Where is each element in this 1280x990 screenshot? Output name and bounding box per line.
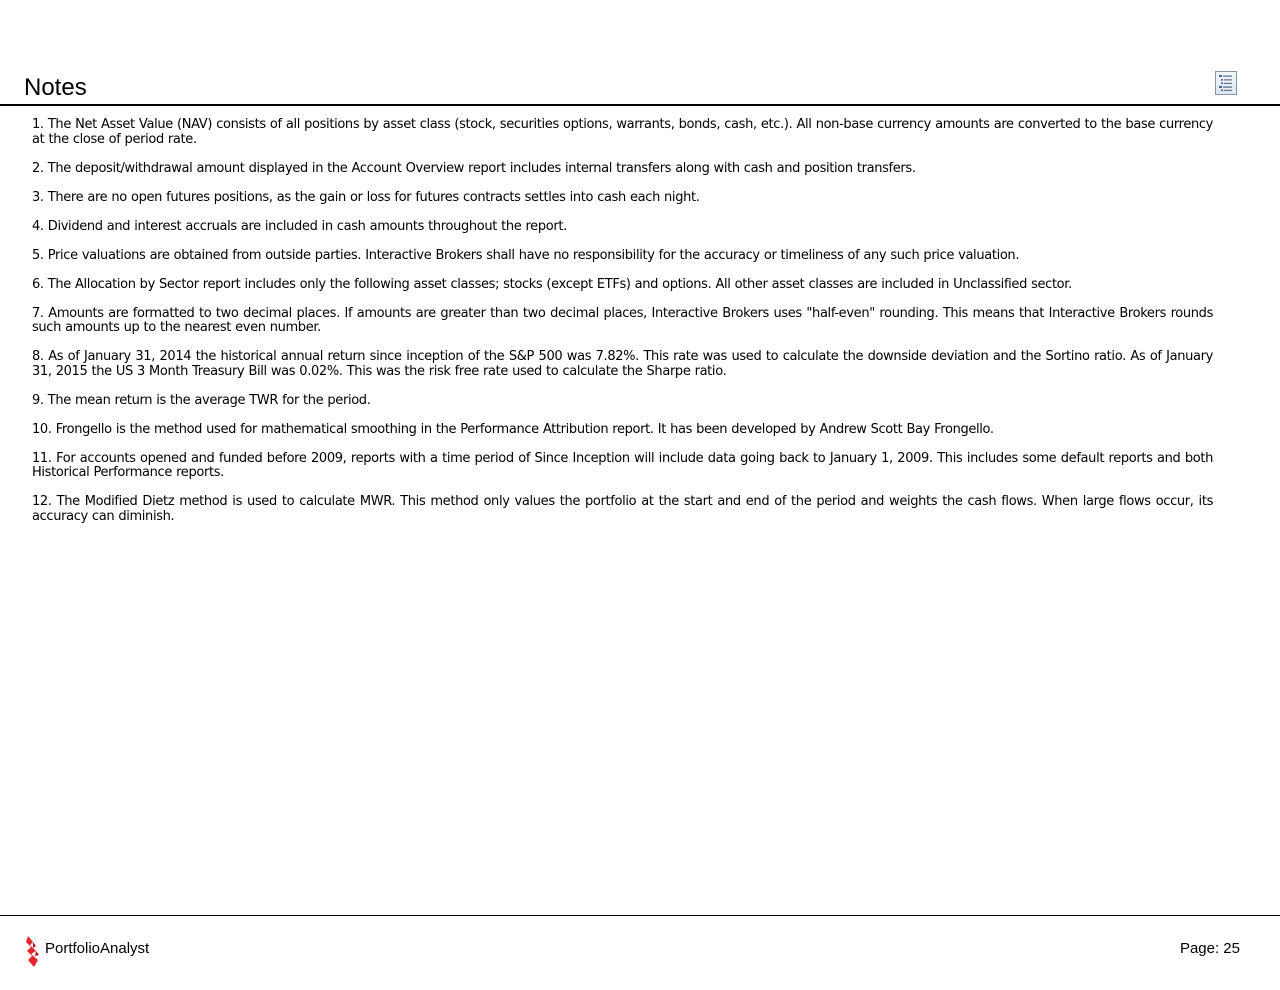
note-item: 3. There are no open futures positions, as the gain or loss for futures contracts settles into cash each night. xyxy=(32,189,700,205)
note-item: 7. Amounts are formatted to two decimal places. If amounts are greater than two decimal places, Interactive Brokers uses "half-even" rounding. This means that Interactive Brokers rounds such amounts up to the nearest even number. xyxy=(32,305,1213,335)
note-item: 4. Dividend and interest accruals are included in cash amounts throughout the report. xyxy=(32,218,567,234)
notes-list xyxy=(32,118,1213,539)
note-item: 9. The mean return is the average TWR for the period. xyxy=(32,392,371,408)
page-number: Page: 25 xyxy=(1179,940,1240,957)
note-item: 2. The deposit/withdrawal amount displayed in the Account Overview report includes internal transfers along with cash and position transfers. xyxy=(32,160,916,176)
note-item: 5. Price valuations are obtained from outside parties. Interactive Brokers shall have no responsibility for the accuracy or timeliness of any such price valuation. xyxy=(32,247,1020,263)
brand-name: PortfolioAnalyst xyxy=(45,940,150,957)
note-item: 11. For accounts opened and funded before 2009, reports with a time period of Since Inception will include data going back to January 1, 2009. This includes some default reports and both Historical Performance reports. xyxy=(32,450,1213,480)
note-item: 1. The Net Asset Value (NAV) consists of all positions by asset class (stock, securities options, warrants, bonds, cash, etc.). All non-base currency amounts are converted to the base currency at the close of period rate. xyxy=(32,117,1213,147)
page-footer xyxy=(0,916,1280,990)
note-item: 8. As of January 31, 2014 the historical annual return since inception of the S&P 500 was 7.82%. This rate was used to calculate the downside deviation and the Sortino ratio. As of January 31, 2015 the US 3 Month Treasury Bill was 0.02%. This was the risk free rate used to calculate the Sharpe ratio. xyxy=(32,349,1213,379)
table-of-contents-icon[interactable] xyxy=(1215,71,1237,95)
note-item: 12. The Modified Dietz method is used to calculate MWR. This method only values the portfolio at the start and end of the period and weights the cash flows. When large flows occur, its accuracy can diminish. xyxy=(32,494,1213,524)
page-title: Notes xyxy=(24,74,87,101)
note-item: 10. Frongello is the method used for mathematical smoothing in the Performance Attribution report. It has been developed by Andrew Scott Bay Frongello. xyxy=(32,421,994,437)
page-header xyxy=(0,0,1280,106)
header-divider xyxy=(0,104,1280,106)
note-item: 6. The Allocation by Sector report includes only the following asset classes; stocks (except ETFs) and options. All other asset classes are included in Unclassified sector. xyxy=(32,276,1072,292)
portfolioanalyst-logo-icon xyxy=(24,934,42,968)
